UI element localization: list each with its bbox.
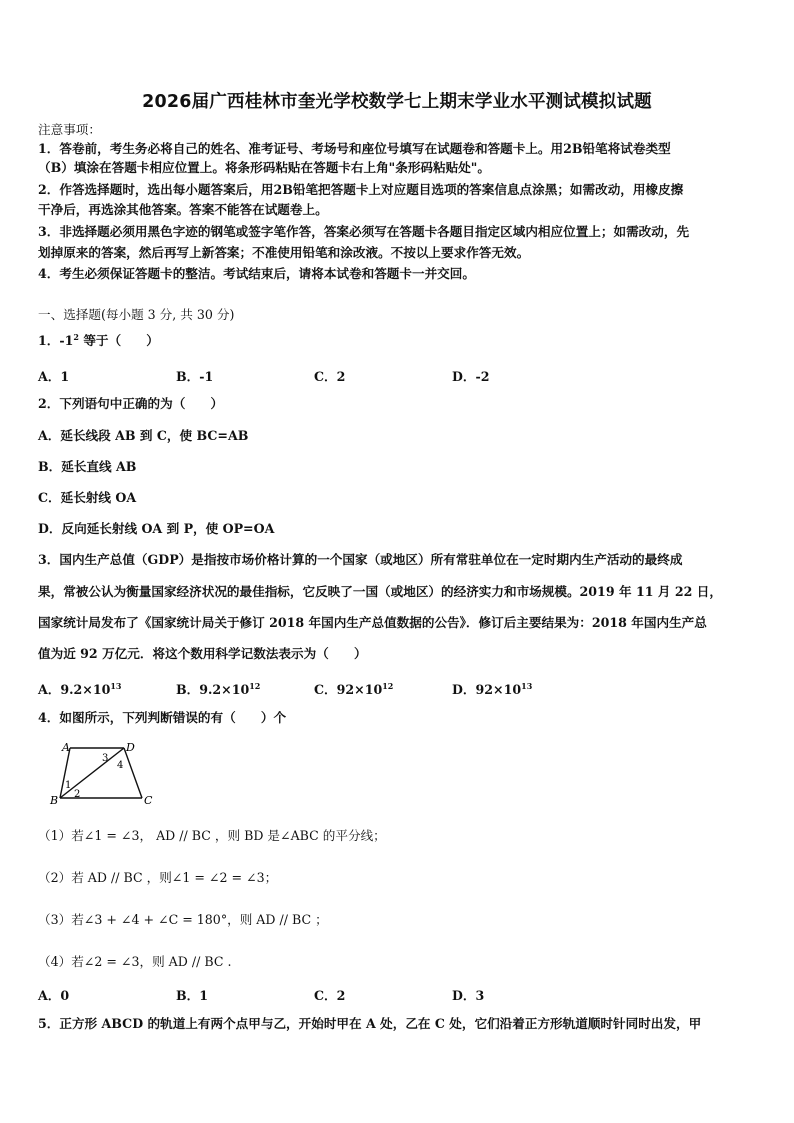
q1-stem-tail: 等于（ ） xyxy=(78,333,159,348)
q2-option-a: A．延长线段 AB 到 C，使 BC=AB xyxy=(38,428,249,443)
note-4: 4．考生必须保证答题卡的整洁。考试结束后，请将本试卷和答题卡一并交回。 xyxy=(38,266,475,281)
q1-exponent: 2 xyxy=(73,332,79,342)
q4-option-b: B．1 xyxy=(176,988,209,1003)
q4-statement-4: （4）若∠2 = ∠3，则 AD // BC . xyxy=(38,954,232,969)
notes-heading: 注意事项： xyxy=(38,122,101,137)
q3-option-c xyxy=(314,679,393,698)
vertex-c-label: C xyxy=(144,794,153,807)
q3-option-d xyxy=(452,679,532,698)
vertex-b-label: B xyxy=(50,794,59,807)
q4-option-c: C．2 xyxy=(314,988,346,1003)
q1-option-c: C．2 xyxy=(314,369,346,384)
q3-option-d-exp: 13 xyxy=(521,681,533,691)
q3-option-a-exp: 13 xyxy=(110,681,122,691)
vertex-a-label: A xyxy=(62,742,70,754)
q2-option-c: C．延长射线 OA xyxy=(38,490,137,505)
q1-option-a: A．1 xyxy=(38,369,70,384)
q3-line-1: 3．国内生产总值（GDP）是指按市场价格计算的一个国家（或地区）所有常驻单位在一定时期内生产活动的最终成 xyxy=(38,552,683,567)
q3-option-b-exp: 12 xyxy=(249,681,261,691)
angle-1-label: 1 xyxy=(65,780,72,791)
vertex-d-label: D xyxy=(126,742,135,754)
q3-option-c-base: C．92×10 xyxy=(314,682,383,697)
note-2b: 干净后，再选涂其他答案。答案不能答在试题卷上。 xyxy=(38,202,328,217)
q4-statement-2: （2）若 AD // BC ，则∠1 = ∠2 = ∠3； xyxy=(38,870,278,885)
exam-title: 2026届广西桂林市奎光学校数学七上期末学业水平测试模拟试题 xyxy=(142,92,652,112)
q3-option-a-base: A．9.2×10 xyxy=(38,682,111,697)
q4-option-d: D．3 xyxy=(452,988,485,1003)
q3-line-3: 国家统计局发布了《国家统计局关于修订 2018 年国内生产总值数据的公告》．修订后主要结果为：2018 年国内生产总 xyxy=(38,615,707,630)
q4-stem: 4．如图所示，下列判断错误的有（ ）个 xyxy=(38,710,287,725)
angle-4-label: 4 xyxy=(117,760,124,771)
q5-line-1: 5．正方形 ABCD 的轨道上有两个点甲与乙，开始时甲在 A 处，乙在 C 处，它们沿着正方形轨道顺时针同时出发，甲 xyxy=(38,1016,702,1031)
q1-option-d: D．-2 xyxy=(452,369,490,384)
q3-option-d-base: D．92×10 xyxy=(452,682,522,697)
q4-statement-3: （3）若∠3 + ∠4 + ∠C = 180°，则 AD // BC ； xyxy=(38,912,328,927)
note-3a: 3．非选择题必须用黑色字迹的钢笔或签字笔作答，答案必须写在答题卡各题目指定区域内相应位置上；如需改动，先 xyxy=(38,224,690,239)
trapezoid-figure xyxy=(44,742,164,808)
q3-line-2: 果，常被公认为衡量国家经济状况的最佳指标，它反映了一国（或地区）的经济实力和市场规模。2019 年 11 月 22 日， xyxy=(38,584,722,599)
section-heading: 一、选择题(每小题 3 分, 共 30 分) xyxy=(38,307,235,322)
q3-option-a xyxy=(38,679,122,698)
q3-option-b xyxy=(176,679,260,698)
q1-stem-base: 1．-1 xyxy=(38,333,74,348)
note-3b: 划掉原来的答案，然后再写上新答案；不准使用铅笔和涂改液。不按以上要求作答无效。 xyxy=(38,245,530,260)
q2-option-b: B．延长直线 AB xyxy=(38,459,137,474)
q3-line-4: 值为近 92 万亿元．将这个数用科学记数法表示为（ ） xyxy=(38,646,367,661)
side-dc xyxy=(124,748,142,798)
q4-statement-1: （1）若∠1 = ∠3， AD // BC ，则 BD 是∠ABC 的平分线； xyxy=(38,828,386,843)
note-2a: 2．作答选择题时，选出每小题答案后，用2B铅笔把答题卡上对应题目选项的答案信息点涂黑；如需改动，用橡皮擦 xyxy=(38,182,684,197)
note-1b: （B）填涂在答题卡相应位置上。将条形码粘贴在答题卡右上角"条形码粘贴处"。 xyxy=(38,160,490,175)
trapezoid-diagram xyxy=(44,742,164,808)
q3-option-b-base: B．9.2×10 xyxy=(176,682,250,697)
q1-stem xyxy=(38,333,758,349)
q1-option-b: B．-1 xyxy=(176,369,214,384)
q2-stem: 2．下列语句中正确的为（ ） xyxy=(38,396,224,411)
q4-option-a: A．0 xyxy=(38,988,70,1003)
note-1a: 1．答卷前，考生务必将自己的姓名、准考证号、考场号和座位号填写在试题卷和答题卡上。用2B铅笔将试卷类型 xyxy=(38,141,671,156)
q2-option-d: D．反向延长射线 OA 到 P，使 OP=OA xyxy=(38,521,275,536)
angle-3-label: 3 xyxy=(102,753,109,764)
q3-option-c-exp: 12 xyxy=(382,681,394,691)
angle-2-label: 2 xyxy=(74,789,81,800)
